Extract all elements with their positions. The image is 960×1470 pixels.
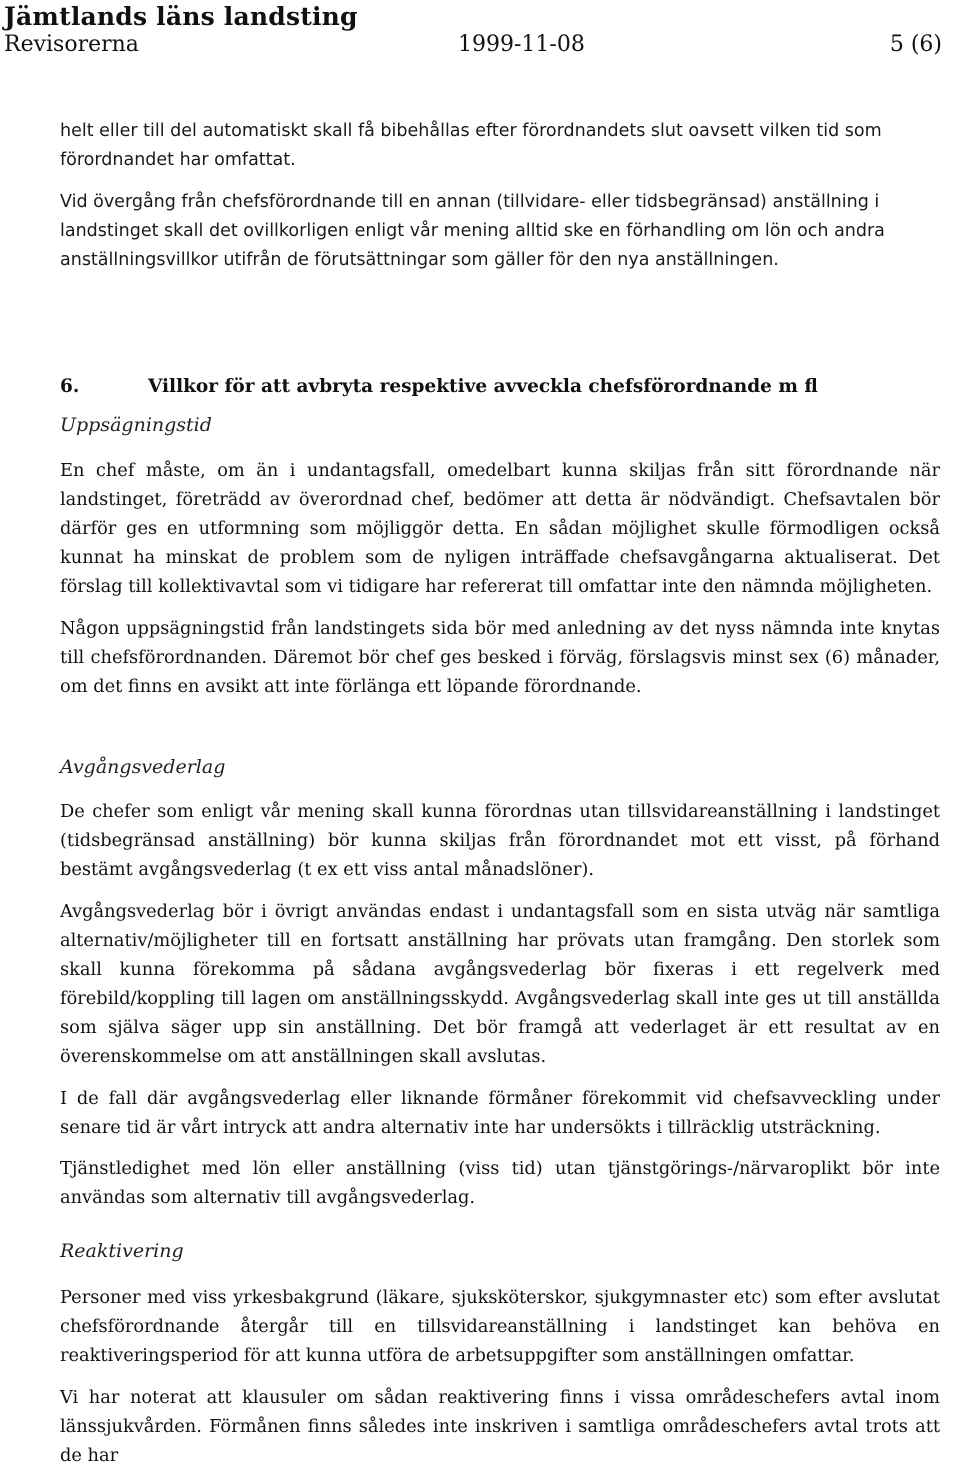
page-number: 5 (6) bbox=[889, 32, 942, 57]
section-number: 6. bbox=[60, 376, 80, 397]
paragraph-avgang-1: De chefer som enligt vår mening skall kunna förordnas utan tillsvidareanställning i landstinget (tidsbegränsad anställning) bör kunna skiljas från förordnandet mot ett visst, på förhand bestämt avgångsvederlag (t ex ett viss antal månadslöner). bbox=[60, 801, 940, 880]
intro-paragraph-2: Vid övergång från chefsförordnande till en annan (tillvidare- eller tidsbegränsad) anställning i landstinget skall det ovillkorligen enligt vår mening alltid ske en förhandling om lön och andra anställningsvillkor utifrån de förutsättningar som gäller för den nya anställningen. bbox=[60, 192, 885, 270]
department-name: Revisorerna bbox=[4, 32, 139, 57]
paragraph-avgang-3: I de fall där avgångsvederlag eller liknande förmåner förekommit vid chefsavveckling under senare tid är vårt intryck att andra alternativ inte har undersökts i tillräcklig utsträckning. bbox=[60, 1088, 940, 1138]
subheading-avgangsvederlag: Avgångsvederlag bbox=[60, 756, 226, 778]
organization-name: Jämtlands läns landsting bbox=[4, 2, 358, 31]
document-date: 1999-11-08 bbox=[458, 32, 585, 57]
intro-paragraph-1: helt eller till del automatiskt skall få bibehållas efter förordnandets slut oavsett vilken tid som förordnandet har omfattat. bbox=[60, 121, 882, 170]
paragraph-avgang-2: Avgångsvederlag bör i övrigt användas endast i undantagsfall som en sista utväg när samtliga alternativ/möjligheter till en fortsatt anställning har prövats utan framgång. Den storlek som skall kunna förekomma på sådana avgångsvederlag bör fixeras i ett regelverk med förebild/koppling till lagen om anställningsskydd. Avgångsvederlag skall inte ges ut till anställda som själva säger upp sin anställning. Det bör framgå att vederlaget är ett resultat av en överenskommelse om att anställningen skall avslutas. bbox=[60, 901, 940, 1067]
subheading-reaktivering: Reaktivering bbox=[60, 1240, 184, 1262]
paragraph-uppsagning-1: En chef måste, om än i undantagsfall, omedelbart kunna skiljas från sitt förordnande när landstinget, företrädd av överordnad chef, bedömer att detta är nödvändigt. Chefsavtalen bör därför ges en utformning som möjliggör detta. En sådan möjlighet skulle förmodligen också kunnat ha minskat de problem som de nyligen inträffade chefsavgångarna aktualiserat. Det förslag till kollektivavtal som vi tidigare har refererat till omfattar inte den nämnda möjligheten. bbox=[60, 460, 940, 597]
subheading-uppsagningstid: Uppsägningstid bbox=[60, 414, 212, 436]
section-title: Villkor för att avbryta respektive avveckla chefsförordnande m fl bbox=[148, 376, 818, 397]
paragraph-uppsagning-2: Någon uppsägningstid från landstingets sida bör med anledning av det nyss nämnda inte knytas till chefsförordnanden. Däremot bör chef ges besked i förväg, förslagsvis minst sex (6) månader, om det finns en avsikt att inte förlänga ett löpande förordnande. bbox=[60, 618, 940, 697]
paragraph-reaktivering-2: Vi har noterat att klausuler om sådan reaktivering finns i vissa områdeschefers avtal inom länssjukvården. Förmånen finns således inte inskriven i samtliga områdeschefers avtal trots att de har bbox=[60, 1387, 940, 1466]
paragraph-reaktivering-1: Personer med viss yrkesbakgrund (läkare, sjuksköterskor, sjukgymnaster etc) som efter avslutat chefsförordnande återgår till en tillsvidareanställning i landstinget kan behöva en reaktiveringsperiod för att kunna utföra de arbetsuppgifter som anställningen omfattar. bbox=[60, 1287, 940, 1366]
page-header bbox=[0, 0, 960, 62]
paragraph-avgang-4: Tjänstledighet med lön eller anställning (viss tid) utan tjänstgörings-/närvaroplikt bör inte användas som alternativ till avgångsvederlag. bbox=[60, 1158, 940, 1208]
section-heading bbox=[60, 376, 940, 397]
